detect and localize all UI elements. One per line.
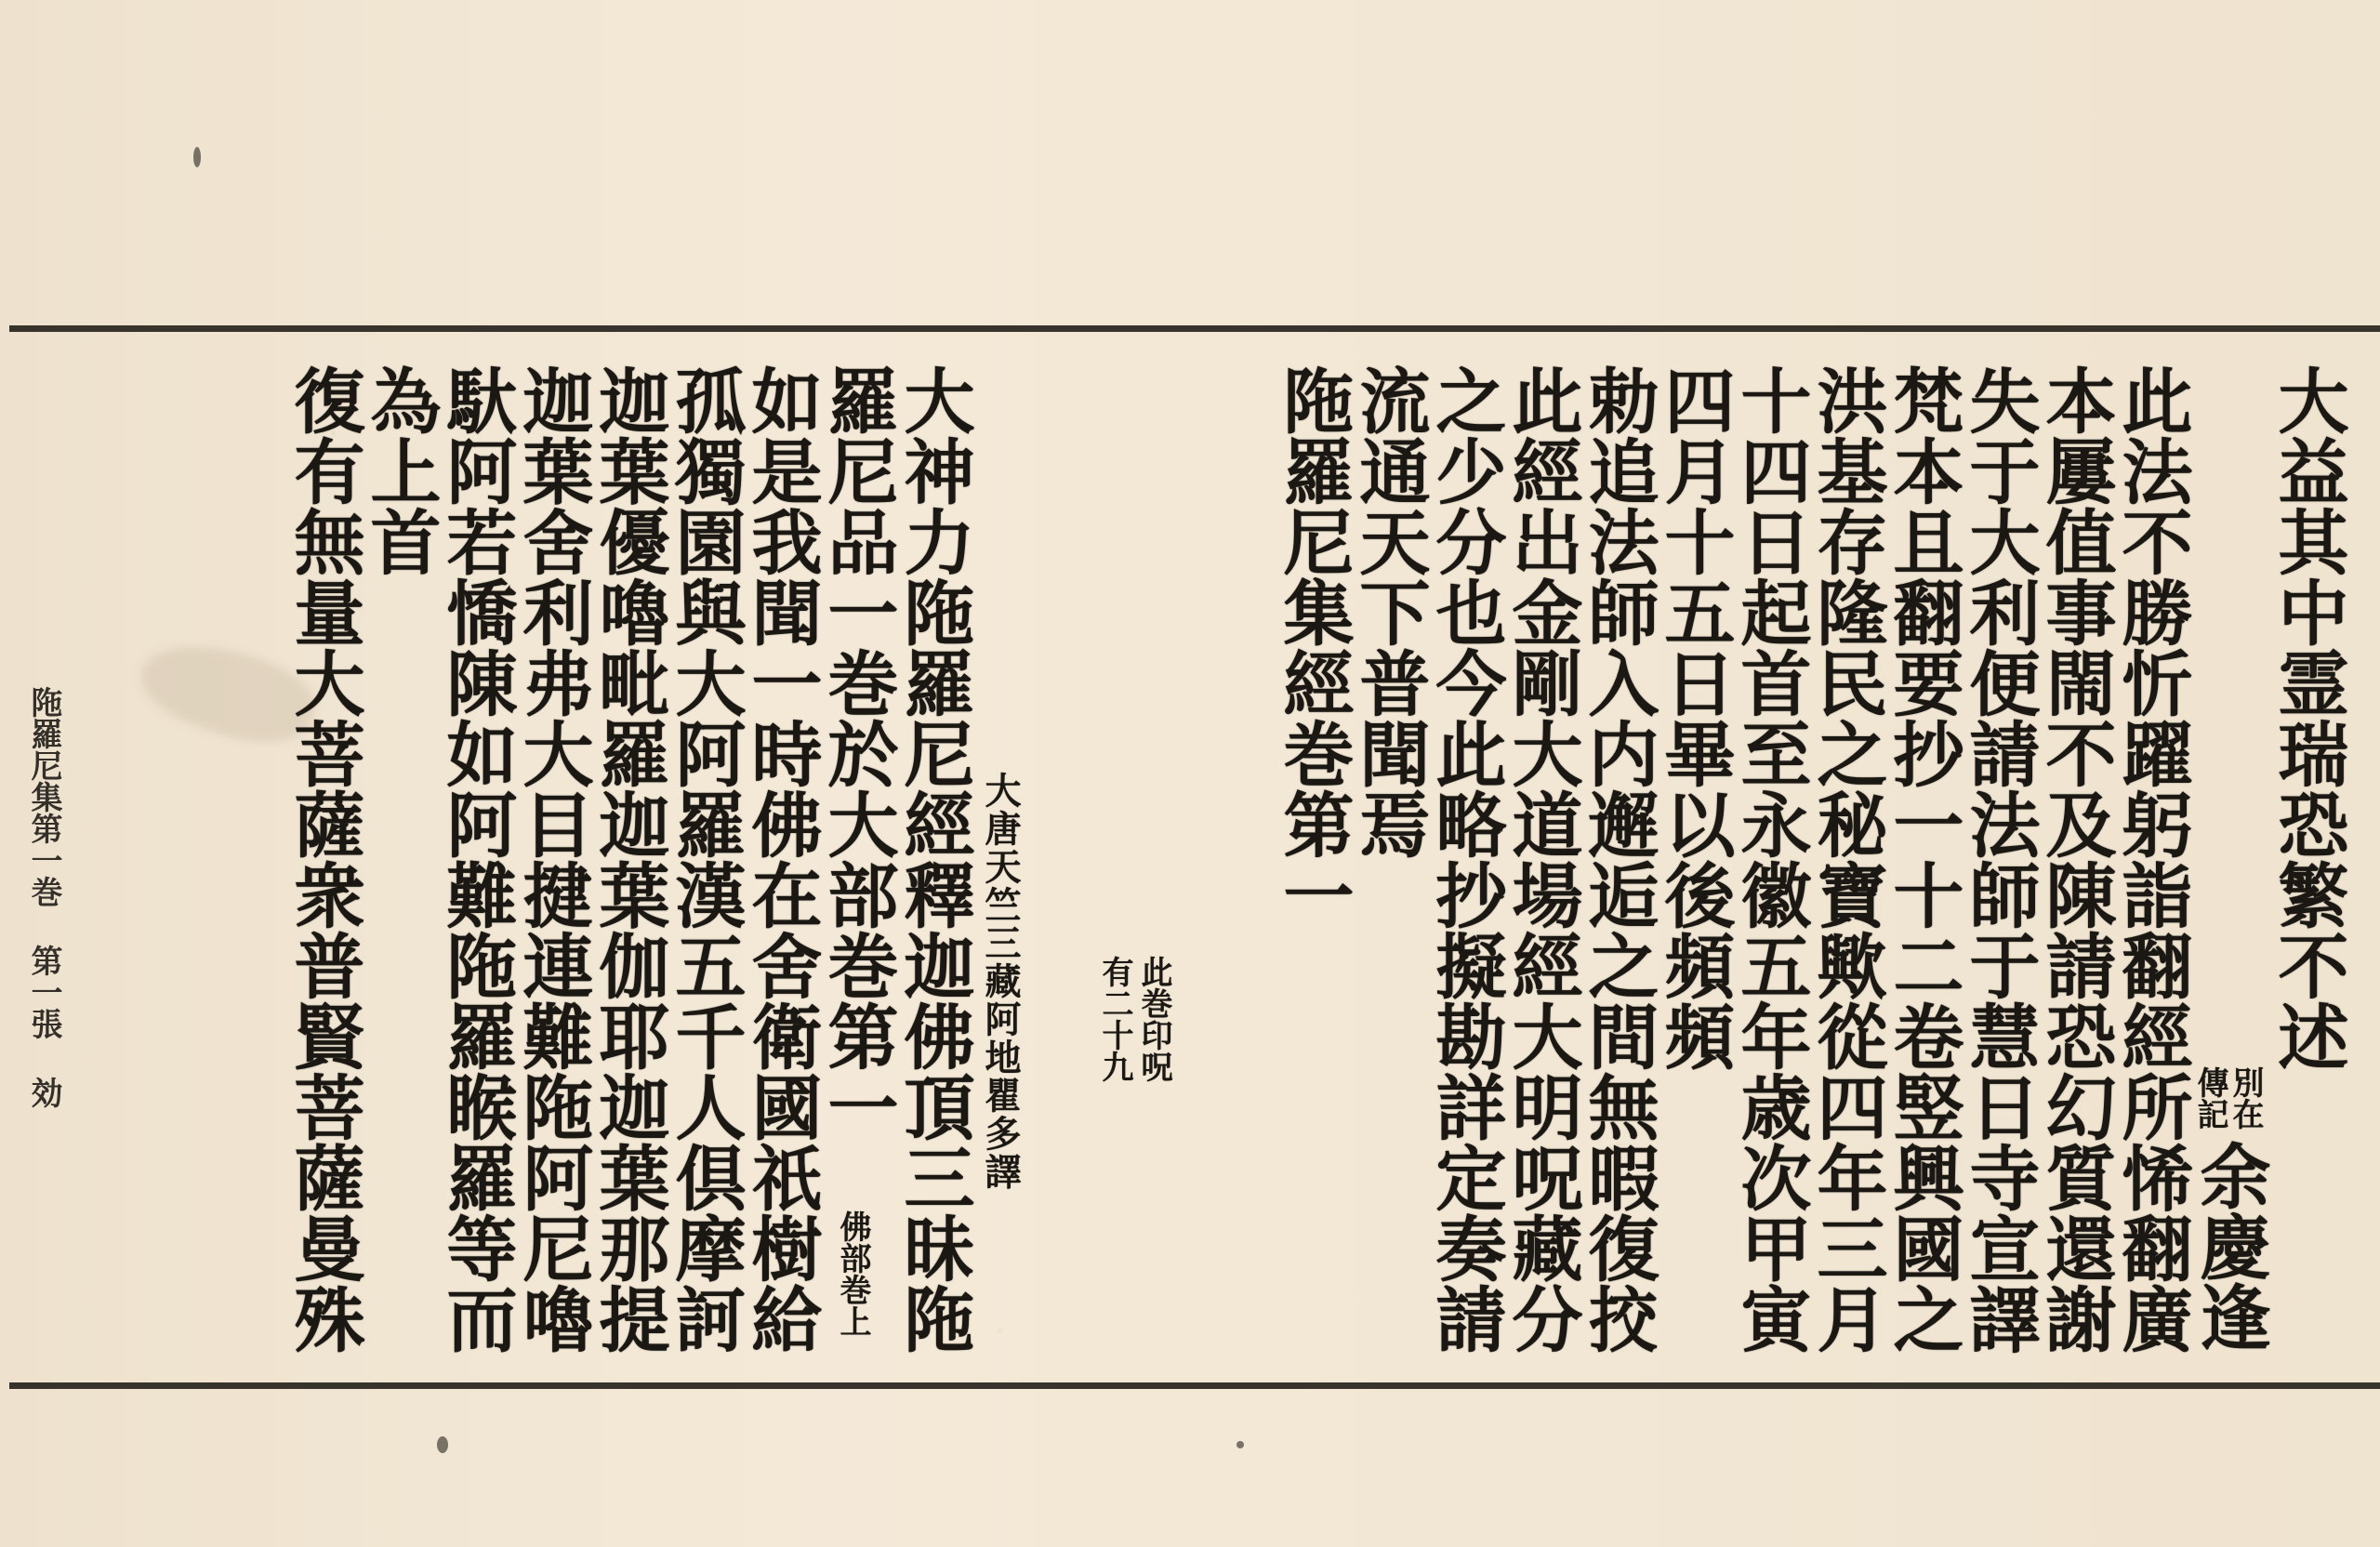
text-column-2: 此法不勝忻躍躬詣翻經所悕翻廣: [2110, 364, 2193, 1354]
marginal-label: 陁羅尼集第一巻 第一張 効: [25, 686, 62, 1108]
text-column-21: 馱阿若憍陳如阿難陁羅睺羅等而: [435, 364, 518, 1354]
text-column-23: 復有無量大菩薩衆普賢菩薩曼殊: [283, 364, 365, 1354]
text-column-17: 如是我聞一時佛在舍衛國祇樹給: [740, 364, 823, 1354]
side-note-2: 傳記: [2191, 1066, 2228, 1130]
text-column-13: 陁羅尼集經巻第一: [1272, 364, 1355, 930]
translator-line: 大唐天竺三藏阿地瞿多譯: [979, 772, 1022, 1191]
text-column-5: 梵本且翻要抄一十二卷竪興國之: [1882, 364, 1964, 1354]
side-note-1: 別在: [2227, 1066, 2264, 1130]
text-column-20: 迦葉舍利弗大目揵連難陁阿尼嚕: [511, 364, 594, 1354]
text-column-19: 迦葉優嚕毗羅迦葉伽耶迦葉那提: [588, 364, 670, 1354]
small-note-3: 佛部巻上: [834, 1210, 871, 1337]
text-column-7: 十四日起首至永徽五年歳次甲寅: [1729, 364, 1812, 1354]
text-column-11: 之少分也今此略抄擬勘詳定奏請: [1424, 364, 1507, 1354]
text-column-16: 羅尼品一巻於大部巻第一: [816, 364, 899, 1142]
text-column-22: 為上首: [359, 364, 442, 576]
side-note-3: 余慶逢: [2188, 1140, 2271, 1352]
text-column-8: 四月十五日畢以後頻頻: [1653, 364, 1736, 1071]
text-column-10: 此經出金剛大道場經大明呪藏分: [1501, 364, 1583, 1354]
text-column-1: 大益其中霊瑞恐繁不述: [2267, 364, 2349, 1071]
top-border-line: [9, 325, 2380, 332]
text-column-6: 洪基存隆民之秘寶歟從四年三月: [1805, 364, 1888, 1354]
text-column-4: 失于大利便請法師于慧日寺宣譯: [1958, 364, 2041, 1354]
text-column-15: 大神力陁羅尼經釋迦佛頂三昧陁: [892, 364, 975, 1354]
text-column-12: 流通天下普聞焉: [1348, 364, 1431, 859]
text-column-9: 勅追法師入内邂逅之間無暇復挍: [1577, 364, 1659, 1354]
small-note-2: 有二十九: [1096, 956, 1133, 1082]
text-column-18: 孤獨園與大阿羅漢五千人倶摩訶: [664, 364, 747, 1354]
ink-blot: [1236, 1441, 1244, 1448]
text-column-3: 本屢值事閙不及陳請恐幻質還謝: [2034, 364, 2117, 1354]
ink-blot: [437, 1436, 448, 1453]
small-note-1: 此巻印呪: [1135, 956, 1172, 1082]
ink-blot: [193, 147, 201, 167]
bottom-border-line: [9, 1382, 2380, 1389]
